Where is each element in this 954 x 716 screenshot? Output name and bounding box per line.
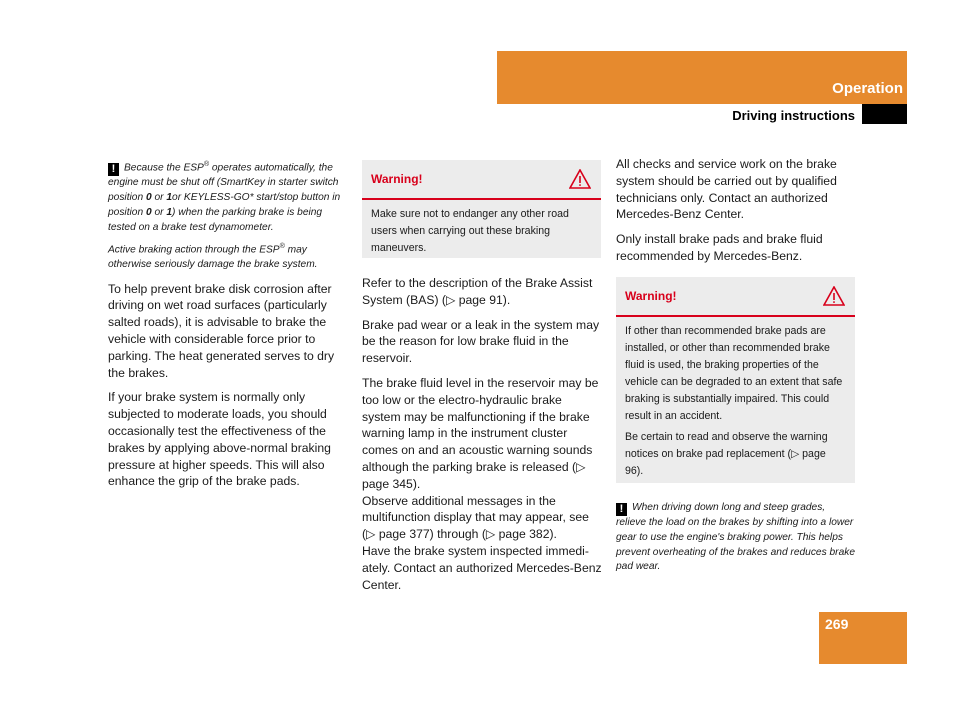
paragraph: Only install brake pads and brake fluid recommended by Mercedes-Benz. (616, 232, 823, 263)
paragraph: Observe additional messages in the multifunction display that may appear, see (▷ page 377) through (▷ page 382). (362, 493, 589, 542)
paragraph: Refer to the description of the Brake Assist System (BAS) (▷ page 91). (362, 276, 593, 307)
header-marker (862, 104, 907, 124)
warning-title: Warning! (371, 172, 423, 186)
warning-header (362, 160, 601, 200)
left-note: ! Because the ESP® operates automatically, the engine must be shut off (SmartKey in starter switch position 0 or 1or KEYLESS-GO* start/stop button in position 0 or 1) when the parking brake is being tested on a brake test dynamometer. Active braking action through the ESP® may otherwise seriously damage the brake system. (108, 161, 341, 270)
right-note: ! When driving down long and steep grades, relieve the load on the brakes by shifting into a lower gear to use the engine's braking power. This helps prevent overheating of the brakes and reduces brake pad wear. (616, 502, 855, 573)
paragraph: Have the brake system inspected immedi-ately. Contact an authorized Mercedes-Benz Center. (362, 543, 602, 592)
exclamation-icon: ! (108, 163, 119, 176)
warning-triangle-icon (823, 286, 845, 306)
warning-text: Be certain to read and observe the warning notices on brake pad replacement (▷ page 96). (625, 431, 828, 478)
middle-column (362, 275, 602, 593)
paragraph: If your brake system is normally only subjected to moderate loads, you should occasionally test the effectiveness of the brakes by applying above-normal braking pressure at higher speeds. This will also enhance the grip of the brake pads. (108, 390, 331, 489)
section-title: Operation (832, 80, 903, 97)
warning-triangle-icon (569, 169, 591, 189)
warning-text: Make sure not to endanger any other road users when carrying out these braking maneuvers. (371, 208, 569, 254)
warning-box (362, 160, 601, 258)
paragraph: The brake fluid level in the reservoir may be too low or the electro-hydraulic brake system may be malfunctioning if the brake warning lamp in the instrument cluster comes on and an acoustic warning sounds although the parking brake is released (▷ page 345). (362, 375, 599, 491)
left-column (108, 158, 344, 498)
warning-header (616, 277, 855, 317)
subsection-title: Driving instructions (732, 108, 855, 123)
right-column (616, 156, 856, 273)
page-number: 269 (825, 616, 849, 632)
warning-text: If other than recommended brake pads are installed, or other than recommended brake fluid is used, the braking properties of the vehicle can be degraded to an extent that safe braking is substantially impaired. This could result in an accident. (625, 325, 843, 422)
exclamation-icon: ! (616, 503, 627, 516)
paragraph: All checks and service work on the brake system should be carried out by qualified technicians only. Contact an authorized Mercedes-Benz Center. (616, 157, 837, 222)
paragraph: To help prevent brake disk corrosion after driving on wet road surfaces (particularly salted roads), it is advisable to brake the vehicle with considerable force prior to parking. The heat generated serves to dry the brakes. (108, 281, 335, 380)
paragraph: Brake pad wear or a leak in the system may be the reason for low brake fluid in the reservoir. (362, 317, 600, 366)
warning-title: Warning! (625, 289, 677, 303)
warning-box (616, 277, 855, 483)
